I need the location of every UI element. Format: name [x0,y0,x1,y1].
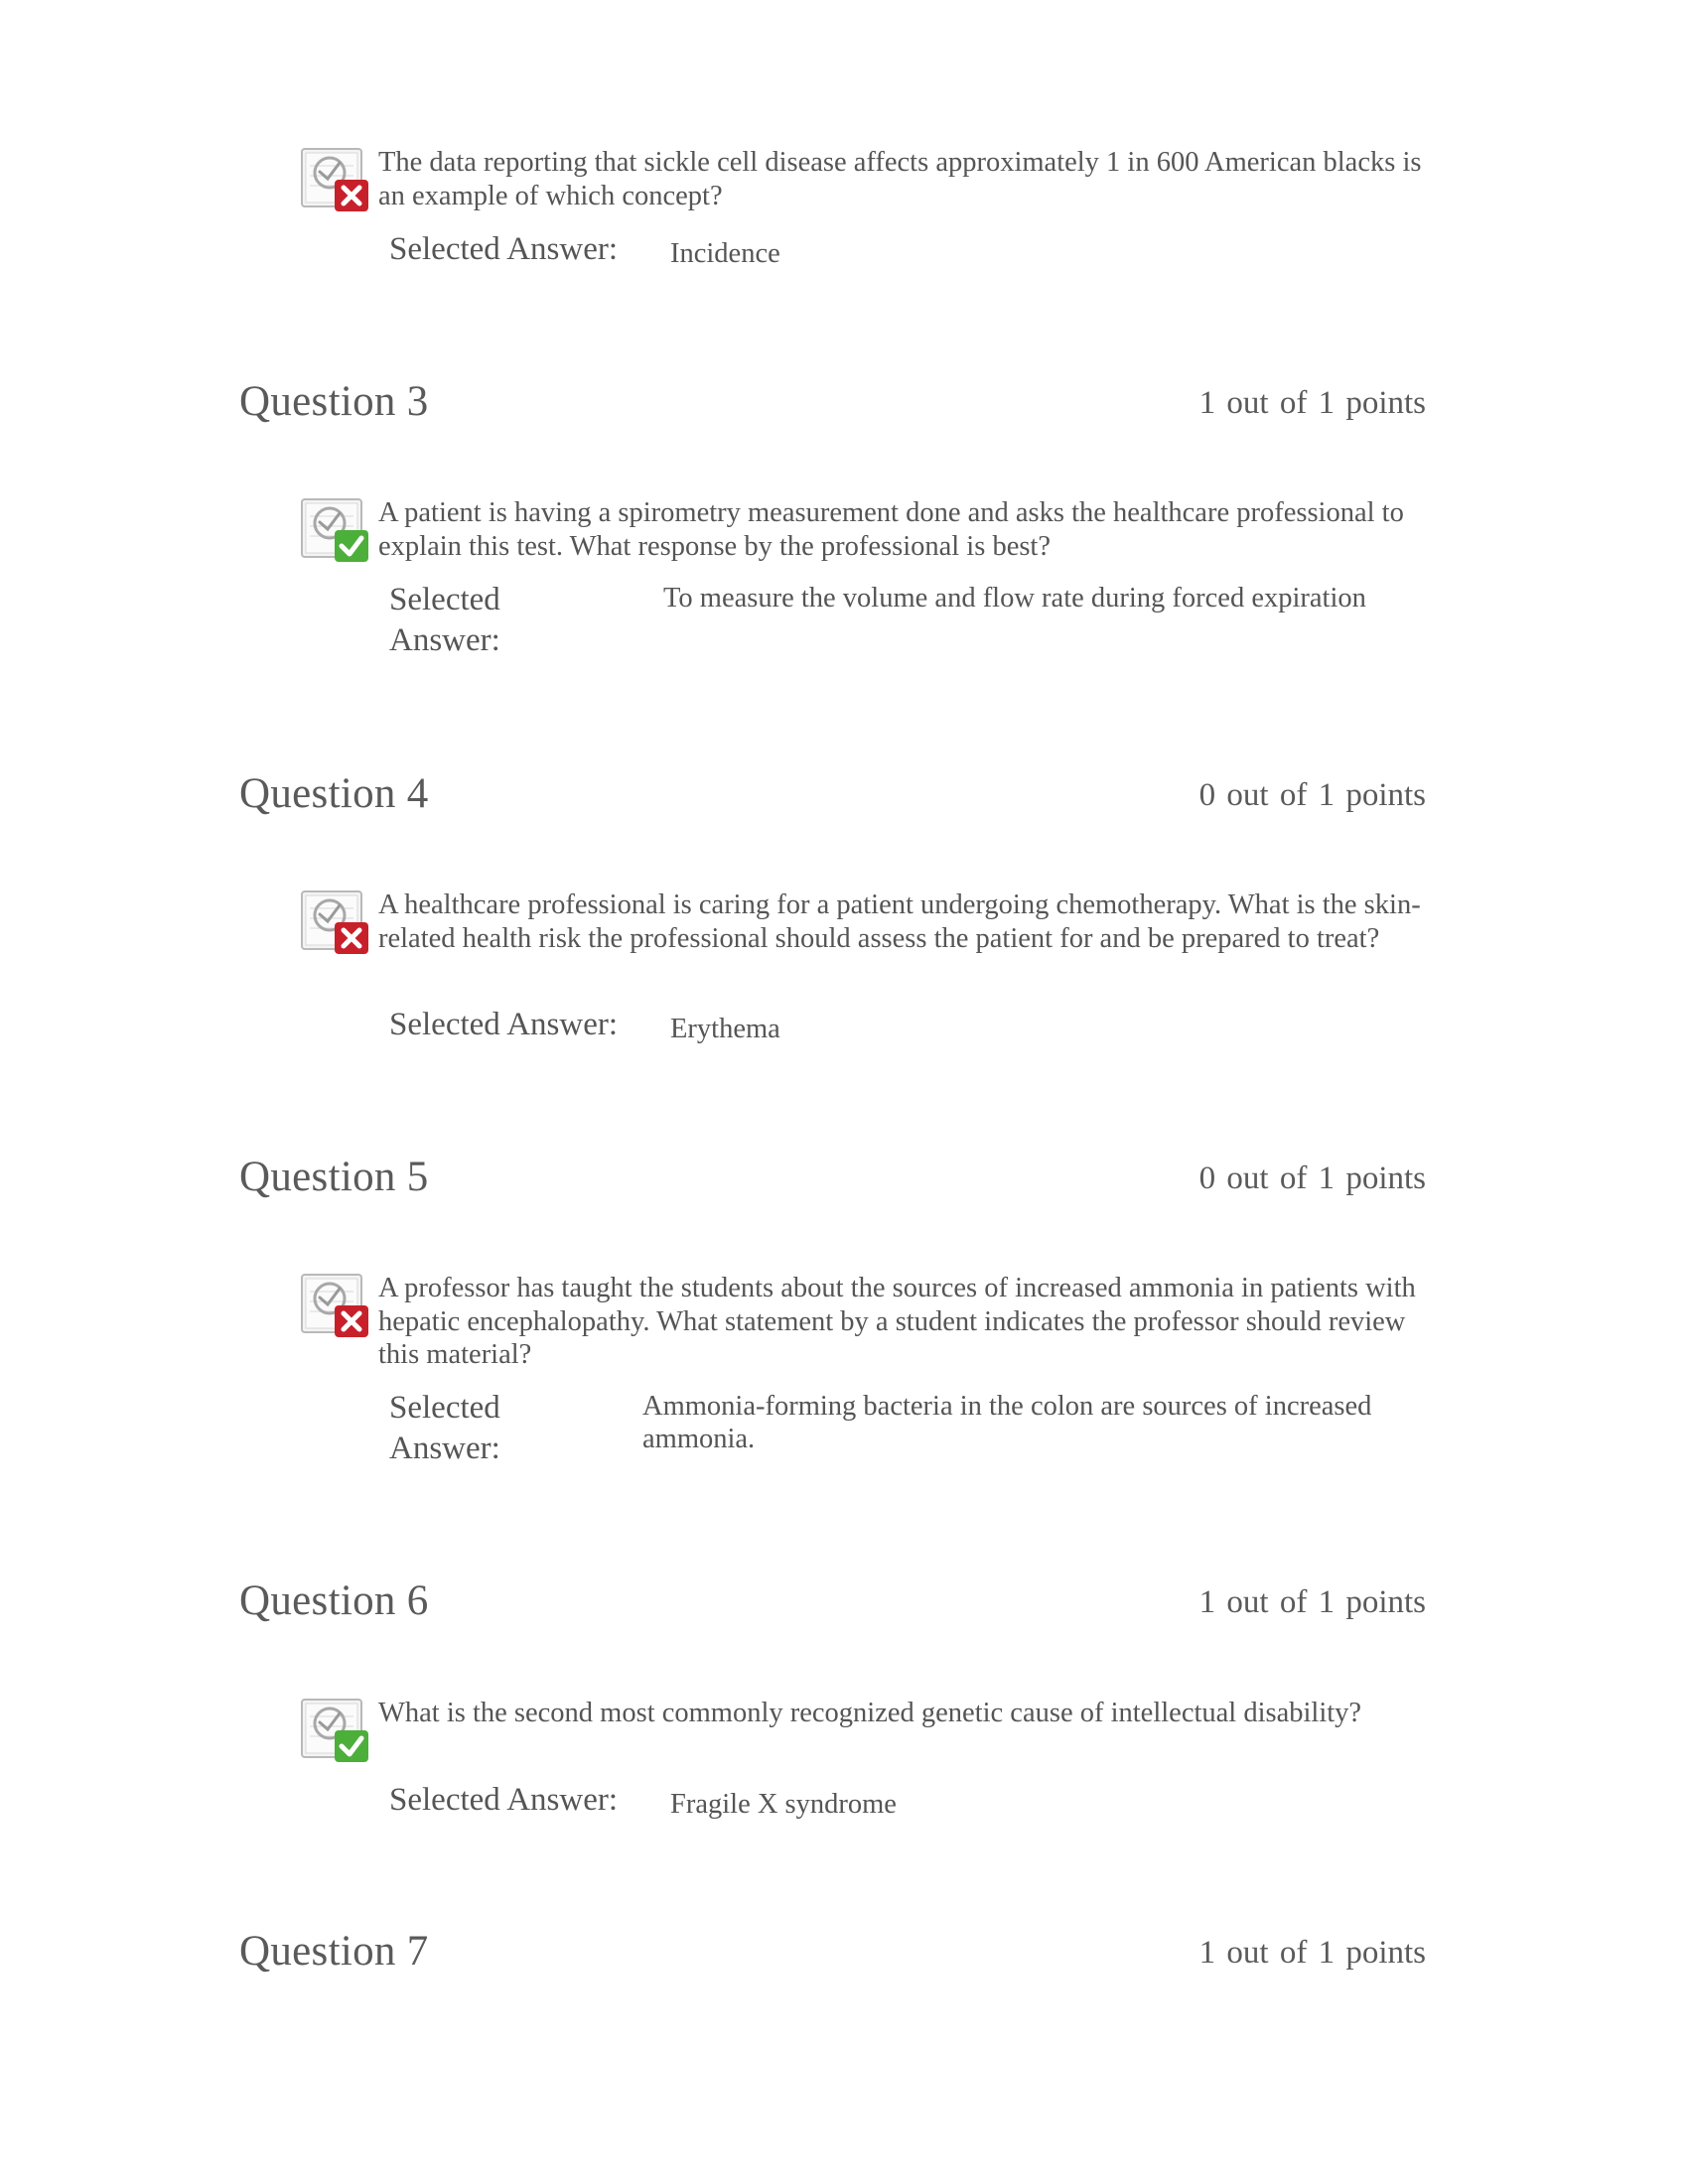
question-6-header [0,1576,1688,1636]
question-title: Question 7 [239,1928,429,1975]
question-4-text: A healthcare professional is caring for a patient undergoing chemotherapy. What is the skin-related health risk the professional should assess the patient for and be prepared to treat? [378,889,1421,954]
question-5-header [0,1153,1688,1212]
selected-answer-label: Selected Answer: [389,1390,500,1466]
incorrect-icon [300,888,371,956]
question-6-text: What is the second most commonly recognized genetic cause of intellectual disability? [378,1698,1362,1728]
selected-answer-value: Incidence [670,238,780,269]
question-points: 1 out of 1 points [1198,1935,1426,1971]
incorrect-icon [300,1272,371,1339]
selected-answer-label: Selected Answer: [389,582,500,658]
question-title: Question 5 [239,1154,429,1200]
question-3-header [0,377,1688,437]
question-2-text: The data reporting that sickle cell disease affects approximately 1 in 600 American blacks is an example of which concept? [378,147,1422,211]
selected-answer-label: Selected Answer: [389,231,619,267]
question-title: Question 6 [239,1577,429,1624]
incorrect-icon [300,146,371,213]
selected-answer-label: Selected Answer: [389,1782,619,1818]
question-points: 0 out of 1 points [1198,777,1426,813]
question-4-header [0,769,1688,829]
selected-answer-value: Fragile X syndrome [670,1789,897,1820]
question-title: Question 3 [239,378,429,425]
question-points: 0 out of 1 points [1198,1160,1426,1196]
question-5-text: A professor has taught the students about the sources of increased ammonia in patients with hepatic encephalopathy. What statement by a student indicates the professor should review this material? [378,1273,1416,1370]
question-points: 1 out of 1 points [1198,385,1426,421]
question-title: Question 4 [239,770,429,817]
question-7-header [0,1927,1688,1986]
selected-answer-value: Erythema [670,1014,780,1044]
question-3-text: A patient is having a spirometry measurement done and asks the healthcare professional to explain this test. What response by the professional is best? [378,497,1404,562]
selected-answer-value: Ammonia-forming bacteria in the colon are sources of increased ammonia. [642,1391,1372,1454]
selected-answer-label: Selected Answer: [389,1007,619,1042]
correct-icon [300,496,371,564]
selected-answer-value: To measure the volume and flow rate during forced expiration [663,583,1366,614]
correct-icon [300,1697,371,1764]
question-points: 1 out of 1 points [1198,1584,1426,1620]
